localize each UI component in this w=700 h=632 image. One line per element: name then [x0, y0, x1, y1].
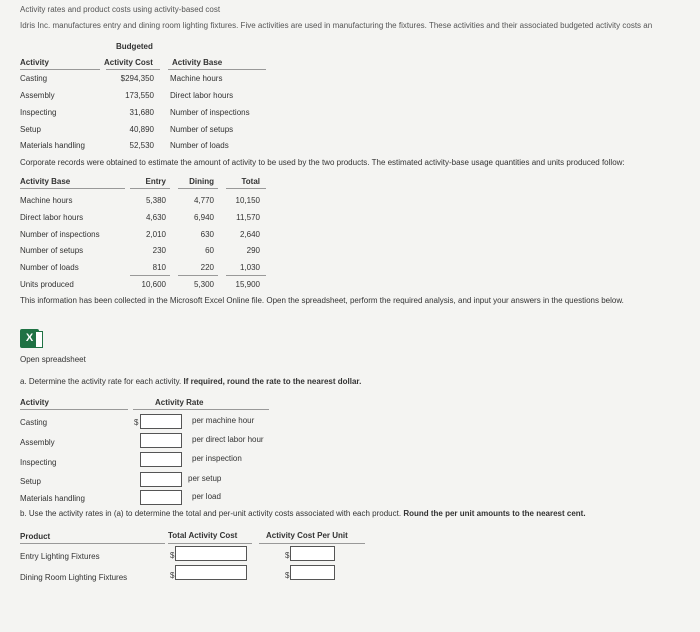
col-header-dining: Dining: [189, 177, 214, 186]
part-a-question-text: a. Determine the activity rate for each activity.: [20, 377, 182, 386]
usage-dining: 220: [200, 263, 214, 272]
inspecting-rate-input[interactable]: [140, 452, 182, 467]
usage-total: 15,900: [235, 280, 260, 289]
entry-total-cost-input[interactable]: [175, 546, 247, 561]
usage-entry: 810: [152, 263, 166, 272]
usage-base: Direct labor hours: [20, 213, 84, 222]
activity-cost: 173,550: [125, 91, 154, 100]
usage-base: Number of setups: [20, 246, 84, 255]
part-b-rounding-note: Round the per unit amounts to the nearest cent.: [403, 509, 586, 518]
col-header-cost-per-unit: Activity Cost Per Unit: [266, 531, 348, 540]
activity-base: Number of inspections: [170, 108, 250, 117]
setup-rate-input[interactable]: [140, 472, 182, 487]
usage-dining: 5,300: [193, 280, 214, 289]
corporate-records-text: Corporate records were obtained to estimate the amount of activity to be used by the two products. The estimated activity-base usage quantities and units produced follow:: [20, 158, 625, 167]
col-header-activity-base: Activity Base: [172, 58, 223, 67]
col-header-activity-cost: Activity Cost: [104, 58, 153, 67]
materials-handling-rate-input[interactable]: [140, 490, 182, 505]
dollar-sign: $: [285, 571, 290, 580]
usage-entry: 10,600: [141, 280, 166, 289]
usage-base: Number of loads: [20, 263, 79, 272]
col-header-entry: Entry: [145, 177, 166, 186]
usage-dining: 60: [205, 246, 214, 255]
casting-rate-input[interactable]: [140, 414, 182, 429]
part-a-rounding-note: If required, round the rate to the nearest dollar.: [183, 377, 362, 386]
usage-entry: 230: [152, 246, 166, 255]
col-header-budgeted: Budgeted: [116, 42, 153, 51]
activity-name: Materials handling: [20, 141, 85, 150]
col-header-activity: Activity: [20, 398, 49, 407]
activity-base: Number of loads: [170, 141, 229, 150]
activity-name: Setup: [20, 125, 41, 134]
product-name: Entry Lighting Fixtures: [20, 552, 100, 561]
entry-per-unit-input[interactable]: [290, 546, 335, 561]
dining-per-unit-input[interactable]: [290, 565, 335, 580]
usage-dining: 4,770: [193, 196, 214, 205]
col-header-activity-base: Activity Base: [20, 177, 71, 186]
activity-cost: 40,890: [129, 125, 154, 134]
activity-base: Number of setups: [170, 125, 234, 134]
activity-name: Inspecting: [20, 108, 57, 117]
activity-base: Machine hours: [170, 74, 223, 83]
product-name: Dining Room Lighting Fixtures: [20, 573, 128, 582]
assembly-rate-input[interactable]: [140, 433, 182, 448]
part-b-question-text: b. Use the activity rates in (a) to determine the total and per-unit activity costs associated with each product.: [20, 509, 402, 518]
part-a-activity: Materials handling: [20, 494, 85, 503]
part-a-unit: per direct labor hour: [192, 435, 264, 444]
usage-total: 10,150: [235, 196, 260, 205]
info-text: This information has been collected in the Microsoft Excel Online file. Open the spreadsheet, perform the required analysis, and input your answers in the questions below.: [20, 296, 624, 305]
usage-entry: 2,010: [145, 230, 166, 239]
activity-cost: $294,350: [120, 74, 154, 83]
excel-icon[interactable]: X: [20, 329, 39, 348]
dollar-sign: $: [170, 551, 175, 560]
dollar-sign: $: [170, 571, 175, 580]
part-a-activity: Setup: [20, 477, 41, 486]
dollar-sign: $: [134, 418, 139, 427]
activity-cost: 52,530: [129, 141, 154, 150]
open-spreadsheet-link[interactable]: Open spreadsheet: [20, 355, 86, 364]
part-a-activity: Assembly: [20, 438, 55, 447]
part-a-activity: Casting: [20, 418, 48, 427]
part-a-activity: Inspecting: [20, 458, 57, 467]
usage-entry: 4,630: [145, 213, 166, 222]
intro-text: Idris Inc. manufactures entry and dining room lighting fixtures. Five activities are used in manufacturing the fixtures. These activities and their associated budgeted activity costs an: [20, 21, 653, 30]
col-header-activity-rate: Activity Rate: [155, 398, 204, 407]
page-title: Activity rates and product costs using activity-based cost: [20, 5, 221, 14]
part-a-question: [20, 377, 361, 386]
usage-base: Units produced: [20, 280, 74, 289]
usage-total: 2,640: [239, 230, 260, 239]
part-a-unit: per load: [192, 492, 221, 501]
usage-total: 290: [246, 246, 260, 255]
usage-base: Number of inspections: [20, 230, 100, 239]
col-header-total: Total: [241, 177, 260, 186]
dining-total-cost-input[interactable]: [175, 565, 247, 580]
col-header-activity: Activity: [20, 58, 49, 67]
activity-name: Assembly: [20, 91, 55, 100]
usage-dining: 6,940: [193, 213, 214, 222]
part-a-unit: per machine hour: [192, 416, 255, 425]
activity-cost: 31,680: [129, 108, 154, 117]
usage-total: 11,570: [236, 213, 260, 222]
usage-base: Machine hours: [20, 196, 73, 205]
activity-base: Direct labor hours: [170, 91, 234, 100]
usage-total: 1,030: [239, 263, 260, 272]
col-header-total-activity-cost: Total Activity Cost: [168, 531, 238, 540]
part-a-unit: per setup: [188, 474, 222, 483]
part-a-unit: per inspection: [192, 454, 242, 463]
col-header-product: Product: [20, 532, 51, 541]
dollar-sign: $: [285, 551, 290, 560]
usage-dining: 630: [200, 230, 214, 239]
activity-name: Casting: [20, 74, 48, 83]
usage-entry: 5,380: [145, 196, 166, 205]
part-b-question: [20, 509, 586, 518]
